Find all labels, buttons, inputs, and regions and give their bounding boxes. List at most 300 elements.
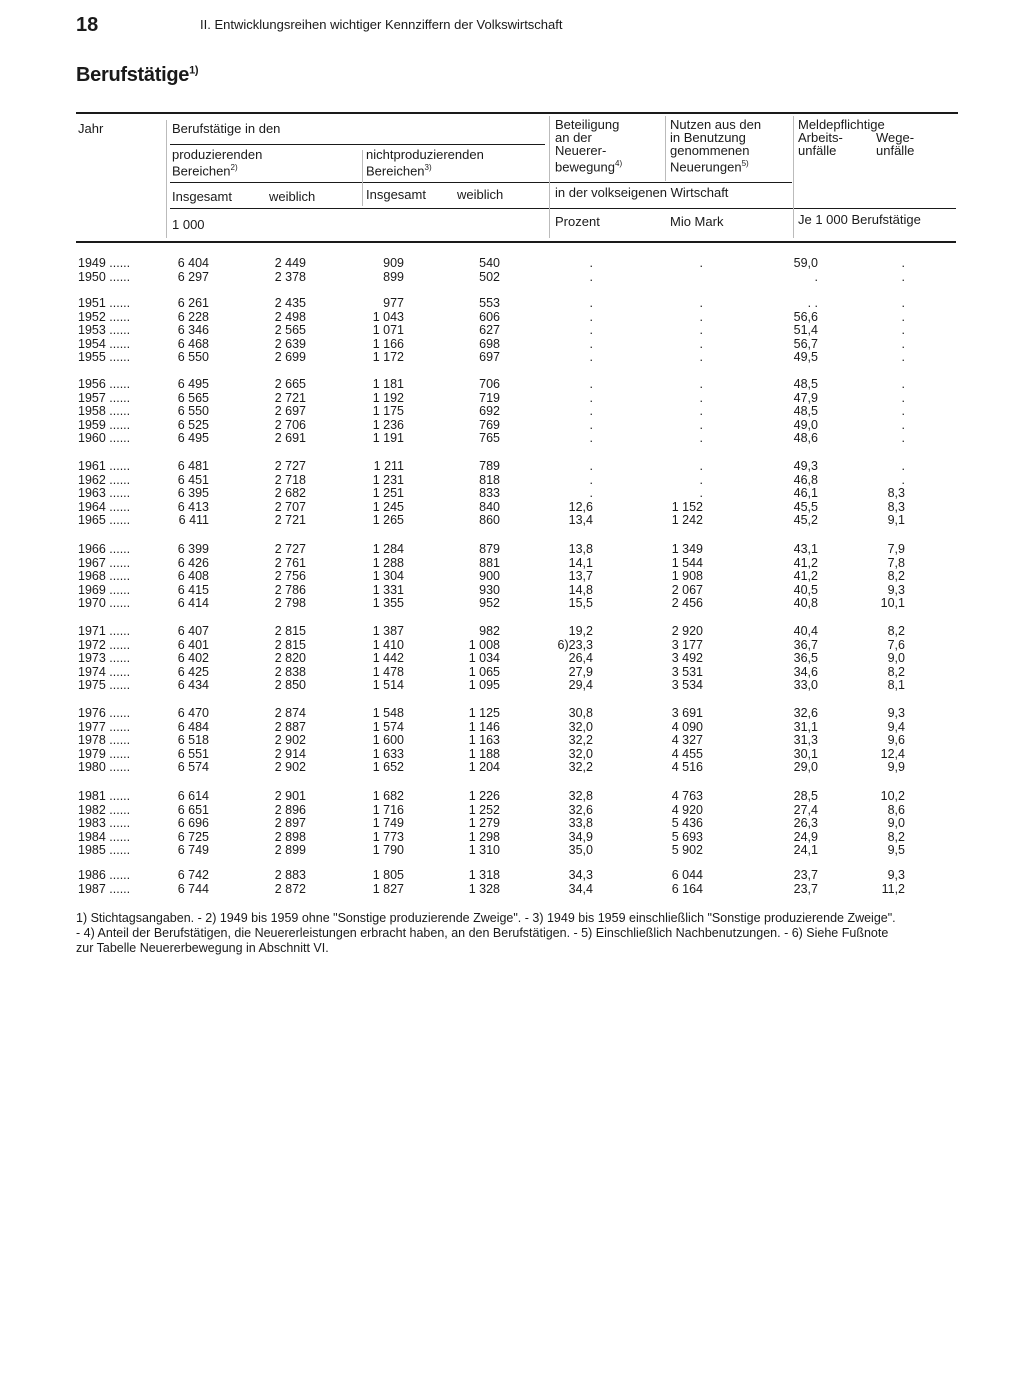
table-cell-nicht-insgesamt: 899 bbox=[383, 269, 404, 284]
table-cell-wegeunfaelle: . bbox=[901, 336, 905, 351]
table-cell-year: 1957 ...... bbox=[78, 390, 131, 405]
table-cell-wegeunfaelle: 8,3 bbox=[887, 499, 905, 514]
table-cell-nicht-weiblich: 1 252 bbox=[468, 802, 500, 817]
table-cell-prod-weiblich: 2 639 bbox=[274, 336, 306, 351]
table-cell-arbeitsunfaelle: 33,0 bbox=[793, 678, 818, 693]
table-cell-prod-insgesamt: 6 696 bbox=[177, 816, 209, 831]
table-cell-nicht-weiblich: 881 bbox=[479, 555, 500, 570]
header-je-1000: Je 1 000 Berufstätige bbox=[798, 212, 921, 227]
table-cell-beteiligung: 26,4 bbox=[568, 651, 593, 666]
table-cell-nutzen: . bbox=[699, 459, 703, 473]
table-cell-nicht-weiblich: 982 bbox=[479, 624, 500, 638]
table-cell-nutzen: 4 327 bbox=[671, 733, 703, 748]
table-cell-nutzen: 4 455 bbox=[671, 746, 703, 761]
table-cell-nicht-insgesamt: 1 331 bbox=[372, 582, 404, 597]
table-cell-nicht-weiblich: 627 bbox=[479, 323, 500, 338]
table-cell-arbeitsunfaelle: 48,5 bbox=[793, 377, 818, 391]
table-cell-wegeunfaelle: 9,3 bbox=[887, 582, 905, 597]
table-cell-nicht-insgesamt: 1 805 bbox=[372, 868, 404, 882]
table-cell-wegeunfaelle: 12,4 bbox=[880, 746, 905, 761]
table-cell-prod-weiblich: 2 850 bbox=[274, 678, 306, 693]
table-cell-beteiligung: . bbox=[589, 309, 593, 324]
table-cell-nicht-weiblich: 860 bbox=[479, 513, 500, 528]
header-wege: Wege- bbox=[876, 130, 915, 145]
table-cell-prod-weiblich: 2 887 bbox=[274, 719, 306, 734]
table-cell-nicht-insgesamt: 1 304 bbox=[372, 569, 404, 584]
table-cell-arbeitsunfaelle: 40,8 bbox=[793, 596, 818, 611]
table-cell-beteiligung: 32,0 bbox=[568, 719, 593, 734]
table-cell-beteiligung: 32,8 bbox=[568, 789, 593, 803]
table-cell-nicht-insgesamt: 1 716 bbox=[372, 802, 404, 817]
table-cell-prod-insgesamt: 6 495 bbox=[177, 377, 209, 391]
table-cell-prod-weiblich: 2 721 bbox=[274, 390, 306, 405]
table-cell-nicht-weiblich: 818 bbox=[479, 472, 500, 487]
table-cell-year: 1982 ...... bbox=[78, 802, 131, 817]
table-cell-nutzen: . bbox=[699, 336, 703, 351]
table-cell-arbeitsunfaelle: 40,4 bbox=[793, 624, 818, 638]
table-cell-prod-insgesamt: 6 614 bbox=[177, 789, 209, 803]
table-cell-wegeunfaelle: . bbox=[901, 431, 905, 446]
table-cell-prod-weiblich: 2 718 bbox=[274, 472, 306, 487]
table-cell-nicht-insgesamt: 1 172 bbox=[372, 350, 404, 365]
table-cell-prod-insgesamt: 6 550 bbox=[177, 404, 209, 419]
table-cell-prod-insgesamt: 6 414 bbox=[177, 596, 209, 611]
table-cell-wegeunfaelle: 9,3 bbox=[887, 706, 905, 720]
table-cell-nicht-insgesamt: 1 265 bbox=[372, 513, 404, 528]
table-cell-prod-insgesamt: 6 395 bbox=[177, 486, 209, 501]
table-cell-nicht-insgesamt: 1 043 bbox=[372, 309, 404, 324]
table-cell-arbeitsunfaelle: 49,3 bbox=[793, 459, 818, 473]
table-cell-nicht-weiblich: 698 bbox=[479, 336, 500, 351]
table-cell-nicht-weiblich: 930 bbox=[479, 582, 500, 597]
header-rule-3 bbox=[170, 208, 956, 209]
header-unfaelle-wege: unfälle bbox=[876, 143, 915, 158]
table-cell-arbeitsunfaelle: 31,1 bbox=[793, 719, 818, 734]
table-cell-year: 1986 ...... bbox=[78, 868, 131, 882]
header-arbeits: Arbeits- bbox=[798, 130, 843, 145]
table-cell-year: 1961 ...... bbox=[78, 459, 131, 473]
table-cell-wegeunfaelle: . bbox=[901, 377, 905, 391]
table-cell-prod-insgesamt: 6 297 bbox=[177, 269, 209, 284]
table-cell-nicht-weiblich: 789 bbox=[479, 459, 500, 473]
header-beteiligung-4 bbox=[555, 157, 622, 174]
table-cell-beteiligung: . bbox=[589, 377, 593, 391]
table-cell-prod-weiblich: 2 761 bbox=[274, 555, 306, 570]
table-cell-wegeunfaelle: . bbox=[901, 296, 905, 310]
table-body-rule bbox=[76, 241, 956, 243]
table-cell-wegeunfaelle: 9,0 bbox=[887, 816, 905, 831]
table-cell-wegeunfaelle: 7,8 bbox=[887, 555, 905, 570]
table-cell-beteiligung: . bbox=[589, 350, 593, 365]
table-cell-beteiligung: 27,9 bbox=[568, 664, 593, 679]
table-cell-beteiligung: . bbox=[589, 323, 593, 338]
table-cell-nicht-insgesamt: 1 478 bbox=[372, 664, 404, 679]
table-cell-wegeunfaelle: 8,2 bbox=[887, 624, 905, 638]
table-cell-nicht-insgesamt: 1 288 bbox=[372, 555, 404, 570]
table-cell-arbeitsunfaelle: 40,5 bbox=[793, 582, 818, 597]
table-cell-year: 1976 ...... bbox=[78, 706, 131, 720]
table-cell-wegeunfaelle: 9,3 bbox=[887, 868, 905, 882]
table-cell-beteiligung: 13,8 bbox=[568, 542, 593, 556]
table-cell-nutzen: 3 691 bbox=[671, 706, 703, 720]
table-cell-prod-weiblich: 2 565 bbox=[274, 323, 306, 338]
table-cell-prod-insgesamt: 6 425 bbox=[177, 664, 209, 679]
table-cell-nutzen: . bbox=[699, 472, 703, 487]
table-cell-nutzen: . bbox=[699, 256, 703, 270]
header-meldepflichtige: Meldepflichtige bbox=[798, 117, 885, 132]
table-cell-year: 1950 ...... bbox=[78, 269, 131, 284]
header-weiblich-nicht: weiblich bbox=[457, 187, 504, 202]
table-cell-year: 1966 ...... bbox=[78, 542, 131, 556]
page-title bbox=[76, 64, 198, 87]
table-cell-prod-weiblich: 2 665 bbox=[274, 377, 306, 391]
table-cell-beteiligung: 32,6 bbox=[568, 802, 593, 817]
table-cell-prod-weiblich: 2 786 bbox=[274, 582, 306, 597]
table-cell-prod-insgesamt: 6 481 bbox=[177, 459, 209, 473]
table-cell-nicht-weiblich: 1 226 bbox=[468, 789, 500, 803]
table-cell-year: 1949 ...... bbox=[78, 256, 131, 270]
table-cell-nutzen: 3 534 bbox=[671, 678, 703, 693]
table-cell-arbeitsunfaelle: 45,2 bbox=[793, 513, 818, 528]
table-cell-nicht-insgesamt: 1 071 bbox=[372, 323, 404, 338]
table-cell-wegeunfaelle: . bbox=[901, 459, 905, 473]
table-cell-year: 1958 ...... bbox=[78, 404, 131, 419]
table-cell-arbeitsunfaelle: 48,5 bbox=[793, 404, 818, 419]
table-cell-wegeunfaelle: 8,6 bbox=[887, 802, 905, 817]
column-divider-jahr bbox=[166, 120, 167, 238]
table-cell-nicht-insgesamt: 1 284 bbox=[372, 542, 404, 556]
header-rule-2 bbox=[170, 182, 792, 183]
table-cell-nicht-weiblich: 833 bbox=[479, 486, 500, 501]
table-cell-beteiligung: . bbox=[589, 417, 593, 432]
table-cell-nicht-weiblich: 900 bbox=[479, 569, 500, 584]
table-cell-year: 1975 ...... bbox=[78, 678, 131, 693]
table-cell-wegeunfaelle: 9,0 bbox=[887, 651, 905, 666]
table-cell-prod-weiblich: 2 914 bbox=[274, 746, 306, 761]
table-cell-year: 1962 ...... bbox=[78, 472, 131, 487]
table-cell-arbeitsunfaelle: 23,7 bbox=[793, 881, 818, 896]
table-cell-wegeunfaelle: . bbox=[901, 417, 905, 432]
table-cell-arbeitsunfaelle: 46,1 bbox=[793, 486, 818, 501]
table-cell-arbeitsunfaelle: 51,4 bbox=[793, 323, 818, 338]
table-cell-arbeitsunfaelle: 49,0 bbox=[793, 417, 818, 432]
table-cell-arbeitsunfaelle: 46,8 bbox=[793, 472, 818, 487]
table-cell-nutzen: 5 902 bbox=[671, 843, 703, 858]
table-cell-prod-weiblich: 2 874 bbox=[274, 706, 306, 720]
table-cell-nicht-insgesamt: 1 245 bbox=[372, 499, 404, 514]
table-cell-prod-weiblich: 2 798 bbox=[274, 596, 306, 611]
table-cell-prod-weiblich: 2 699 bbox=[274, 350, 306, 365]
table-cell-nutzen: . bbox=[699, 350, 703, 365]
header-nutzen-3: genommenen bbox=[670, 143, 750, 158]
table-cell-nicht-weiblich: 540 bbox=[479, 256, 500, 270]
table-cell-nutzen: . bbox=[699, 431, 703, 446]
table-cell-wegeunfaelle: . bbox=[901, 309, 905, 324]
table-cell-prod-insgesamt: 6 725 bbox=[177, 829, 209, 844]
table-cell-beteiligung: . bbox=[589, 486, 593, 501]
table-cell-nutzen: 1 242 bbox=[671, 513, 703, 528]
table-cell-arbeitsunfaelle: 49,5 bbox=[793, 350, 818, 365]
table-cell-prod-weiblich: 2 435 bbox=[274, 296, 306, 310]
table-cell-beteiligung: . bbox=[589, 472, 593, 487]
header-weiblich-prod: weiblich bbox=[269, 189, 316, 204]
header-mio-mark: Mio Mark bbox=[670, 214, 724, 229]
table-cell-nutzen: 4 516 bbox=[671, 760, 703, 775]
table-cell-prod-weiblich: 2 756 bbox=[274, 569, 306, 584]
table-cell-nutzen: . bbox=[699, 309, 703, 324]
table-cell-wegeunfaelle: 9,9 bbox=[887, 760, 905, 775]
table-cell-wegeunfaelle: 7,9 bbox=[887, 542, 905, 556]
table-cell-year: 1967 ...... bbox=[78, 555, 131, 570]
table-cell-prod-insgesamt: 6 468 bbox=[177, 336, 209, 351]
column-divider-prod bbox=[362, 150, 363, 206]
table-cell-nicht-insgesamt: 1 251 bbox=[372, 486, 404, 501]
table-cell-year: 1983 ...... bbox=[78, 816, 131, 831]
table-cell-beteiligung: 12,6 bbox=[568, 499, 593, 514]
table-cell-year: 1954 ...... bbox=[78, 336, 131, 351]
table-cell-prod-insgesamt: 6 518 bbox=[177, 733, 209, 748]
table-cell-arbeitsunfaelle: 59,0 bbox=[793, 256, 818, 270]
table-cell-nicht-weiblich: 1 318 bbox=[468, 868, 500, 882]
table-cell-nicht-weiblich: 1 310 bbox=[468, 843, 500, 858]
table-cell-year: 1972 ...... bbox=[78, 637, 131, 652]
header-nichtproduzierenden: nichtproduzierenden bbox=[366, 147, 484, 162]
table-cell-wegeunfaelle: 9,6 bbox=[887, 733, 905, 748]
table-cell-nicht-insgesamt: 1 749 bbox=[372, 816, 404, 831]
table-cell-nicht-weiblich: 1 163 bbox=[468, 733, 500, 748]
table-cell-prod-weiblich: 2 697 bbox=[274, 404, 306, 419]
table-cell-nutzen: . bbox=[699, 296, 703, 310]
table-cell-wegeunfaelle: 8,2 bbox=[887, 569, 905, 584]
column-divider-melde bbox=[793, 116, 794, 238]
table-cell-year: 1963 ...... bbox=[78, 486, 131, 501]
table-cell-prod-insgesamt: 6 408 bbox=[177, 569, 209, 584]
table-cell-prod-weiblich: 2 902 bbox=[274, 733, 306, 748]
table-cell-year: 1984 ...... bbox=[78, 829, 131, 844]
table-cell-prod-weiblich: 2 883 bbox=[274, 868, 306, 882]
table-cell-nicht-insgesamt: 1 236 bbox=[372, 417, 404, 432]
table-cell-arbeitsunfaelle: 23,7 bbox=[793, 868, 818, 882]
table-cell-year: 1978 ...... bbox=[78, 733, 131, 748]
table-cell-nicht-weiblich: 1 298 bbox=[468, 829, 500, 844]
table-cell-prod-weiblich: 2 898 bbox=[274, 829, 306, 844]
table-cell-wegeunfaelle: . bbox=[901, 472, 905, 487]
table-cell-beteiligung: . bbox=[589, 404, 593, 419]
table-cell-wegeunfaelle: . bbox=[901, 350, 905, 365]
table-cell-prod-insgesamt: 6 411 bbox=[178, 513, 209, 528]
table-cell-nicht-weiblich: 1 065 bbox=[468, 664, 500, 679]
table-cell-year: 1955 ...... bbox=[78, 350, 131, 365]
table-cell-prod-insgesamt: 6 525 bbox=[177, 417, 209, 432]
table-cell-wegeunfaelle: 10,2 bbox=[880, 789, 905, 803]
table-cell-prod-insgesamt: 6 261 bbox=[177, 296, 209, 310]
table-cell-year: 1951 ...... bbox=[78, 296, 131, 310]
table-cell-nutzen: 1 349 bbox=[671, 542, 703, 556]
table-cell-year: 1973 ...... bbox=[78, 651, 131, 666]
table-cell-nicht-weiblich: 879 bbox=[479, 542, 500, 556]
table-cell-nicht-weiblich: 952 bbox=[479, 596, 500, 611]
table-cell-beteiligung: . bbox=[589, 431, 593, 446]
table-cell-arbeitsunfaelle: 45,5 bbox=[793, 499, 818, 514]
table-cell-beteiligung: 14,1 bbox=[568, 555, 593, 570]
table-cell-prod-weiblich: 2 820 bbox=[274, 651, 306, 666]
table-cell-year: 1969 ...... bbox=[78, 582, 131, 597]
title-text: Berufstätige bbox=[76, 64, 190, 86]
table-cell-wegeunfaelle: 8,2 bbox=[887, 829, 905, 844]
table-cell-year: 1981 ...... bbox=[78, 789, 131, 803]
table-cell-wegeunfaelle: 8,3 bbox=[887, 486, 905, 501]
table-cell-prod-weiblich: 2 498 bbox=[274, 309, 306, 324]
table-cell-arbeitsunfaelle: 26,3 bbox=[793, 816, 818, 831]
table-cell-arbeitsunfaelle: . . bbox=[807, 296, 818, 310]
table-cell-nicht-insgesamt: 1 600 bbox=[372, 733, 404, 748]
table-cell-nicht-insgesamt: 1 191 bbox=[372, 431, 404, 446]
table-cell-wegeunfaelle: 8,1 bbox=[887, 678, 905, 693]
table-cell-nutzen: . bbox=[699, 390, 703, 405]
table-cell-prod-insgesamt: 6 407 bbox=[177, 624, 209, 638]
table-cell-prod-insgesamt: 6 434 bbox=[177, 678, 209, 693]
table-cell-year: 1964 ...... bbox=[78, 499, 131, 514]
table-cell-nicht-insgesamt: 1 192 bbox=[372, 390, 404, 405]
table-cell-nicht-insgesamt: 1 652 bbox=[372, 760, 404, 775]
table-cell-arbeitsunfaelle: 36,7 bbox=[793, 637, 818, 652]
table-cell-beteiligung: 29,4 bbox=[568, 678, 593, 693]
header-beteiligung-4-text: bewegung bbox=[555, 159, 615, 175]
table-cell-prod-insgesamt: 6 742 bbox=[177, 868, 209, 882]
table-cell-nutzen: 3 492 bbox=[671, 651, 703, 666]
table-cell-prod-insgesamt: 6 413 bbox=[177, 499, 209, 514]
table-cell-nutzen: 1 152 bbox=[671, 499, 703, 514]
table-cell-nutzen: 4 090 bbox=[671, 719, 703, 734]
table-cell-year: 1985 ...... bbox=[78, 843, 131, 858]
table-cell-beteiligung: 19,2 bbox=[568, 624, 593, 638]
header-bereichen-prod bbox=[172, 161, 238, 178]
table-cell-year: 1970 ...... bbox=[78, 596, 131, 611]
footnote-line-1: 1) Stichtagsangaben. - 2) 1949 bis 1959 ohne "Sonstige produzierende Zweige". - 3) 1949 bis 1959 einschließlich "Sonstige produzierende Zweige". bbox=[76, 911, 896, 925]
header-rule-1 bbox=[170, 144, 545, 145]
table-cell-arbeitsunfaelle: 27,4 bbox=[793, 802, 818, 817]
table-cell-nicht-insgesamt: 1 355 bbox=[372, 596, 404, 611]
table-cell-prod-weiblich: 2 815 bbox=[274, 624, 306, 638]
table-cell-nicht-weiblich: 502 bbox=[479, 269, 500, 284]
table-cell-beteiligung: . bbox=[589, 296, 593, 310]
table-cell-nutzen: 2 067 bbox=[671, 582, 703, 597]
table-cell-nicht-weiblich: 1 034 bbox=[468, 651, 500, 666]
table-cell-beteiligung: 30,8 bbox=[568, 706, 593, 720]
table-cell-beteiligung: . bbox=[589, 256, 593, 270]
table-cell-nicht-weiblich: 553 bbox=[479, 296, 500, 310]
table-cell-prod-insgesamt: 6 402 bbox=[177, 651, 209, 666]
table-cell-nutzen: 6 044 bbox=[671, 868, 703, 882]
table-cell-arbeitsunfaelle: 24,1 bbox=[793, 843, 818, 858]
table-cell-prod-insgesamt: 6 565 bbox=[177, 390, 209, 405]
table-cell-beteiligung: 34,9 bbox=[568, 829, 593, 844]
header-nutzen-1: Nutzen aus den bbox=[670, 117, 762, 132]
table-cell-arbeitsunfaelle: 32,6 bbox=[793, 706, 818, 720]
table-cell-wegeunfaelle: . bbox=[901, 323, 905, 338]
table-cell-beteiligung: 32,0 bbox=[568, 746, 593, 761]
table-cell-prod-insgesamt: 6 551 bbox=[177, 746, 209, 761]
table-cell-nutzen: 5 693 bbox=[671, 829, 703, 844]
table-cell-beteiligung: . bbox=[589, 336, 593, 351]
table-cell-arbeitsunfaelle: 41,2 bbox=[793, 569, 818, 584]
table-cell-nicht-weiblich: 1 328 bbox=[468, 881, 500, 896]
header-nutzen-2: in Benutzung bbox=[670, 130, 746, 145]
table-cell-year: 1980 ...... bbox=[78, 760, 131, 775]
table-cell-prod-insgesamt: 6 744 bbox=[177, 881, 209, 896]
table-cell-prod-weiblich: 2 815 bbox=[274, 637, 306, 652]
table-cell-nutzen: 6 164 bbox=[671, 881, 703, 896]
table-cell-prod-weiblich: 2 691 bbox=[274, 431, 306, 446]
table-cell-year: 1960 ...... bbox=[78, 431, 131, 446]
table-cell-prod-weiblich: 2 899 bbox=[274, 843, 306, 858]
table-cell-nutzen: . bbox=[699, 377, 703, 391]
table-cell-wegeunfaelle: . bbox=[901, 269, 905, 284]
header-insgesamt-prod: Insgesamt bbox=[172, 189, 232, 204]
table-cell-arbeitsunfaelle: 28,5 bbox=[793, 789, 818, 803]
table-cell-beteiligung: 13,7 bbox=[568, 569, 593, 584]
table-cell-arbeitsunfaelle: 43,1 bbox=[793, 542, 818, 556]
table-cell-nicht-weiblich: 692 bbox=[479, 404, 500, 419]
table-cell-nutzen: 3 177 bbox=[671, 637, 703, 652]
table-cell-arbeitsunfaelle: 48,6 bbox=[793, 431, 818, 446]
header-volkseigen: in der volkseigenen Wirtschaft bbox=[555, 185, 729, 200]
table-cell-wegeunfaelle: 10,1 bbox=[880, 596, 905, 611]
table-cell-nicht-weiblich: 606 bbox=[479, 309, 500, 324]
table-cell-nicht-insgesamt: 1 790 bbox=[372, 843, 404, 858]
table-cell-nicht-weiblich: 1 095 bbox=[468, 678, 500, 693]
table-cell-nicht-weiblich: 769 bbox=[479, 417, 500, 432]
table-cell-beteiligung: . bbox=[589, 390, 593, 405]
column-divider-nutzen bbox=[665, 116, 666, 181]
table-cell-arbeitsunfaelle: 24,9 bbox=[793, 829, 818, 844]
header-unfaelle-arbeits: unfälle bbox=[798, 143, 837, 158]
table-cell-beteiligung: 15,5 bbox=[568, 596, 593, 611]
table-cell-nutzen: . bbox=[699, 486, 703, 501]
table-cell-year: 1968 ...... bbox=[78, 569, 131, 584]
table-cell-arbeitsunfaelle: 29,0 bbox=[793, 760, 818, 775]
header-nutzen-4 bbox=[670, 157, 749, 174]
table-cell-prod-weiblich: 2 378 bbox=[274, 269, 306, 284]
table-cell-prod-insgesamt: 6 346 bbox=[177, 323, 209, 338]
table-cell-nicht-insgesamt: 1 231 bbox=[372, 472, 404, 487]
header-beteiligung-sup: 4) bbox=[615, 159, 623, 168]
column-divider-beteiligung bbox=[549, 116, 550, 238]
table-cell-nicht-insgesamt: 1 548 bbox=[372, 706, 404, 720]
table-cell-nicht-weiblich: 1 188 bbox=[468, 746, 500, 761]
table-cell-wegeunfaelle: 9,1 bbox=[887, 513, 905, 528]
header-bereichen-nicht-text: Bereichen bbox=[366, 163, 425, 179]
table-cell-prod-insgesamt: 6 651 bbox=[177, 802, 209, 817]
header-beteiligung-3: Neuerer- bbox=[555, 143, 607, 158]
table-cell-prod-weiblich: 2 682 bbox=[274, 486, 306, 501]
table-cell-wegeunfaelle: . bbox=[901, 404, 905, 419]
table-cell-wegeunfaelle: 11,2 bbox=[881, 881, 905, 896]
header-jahr: Jahr bbox=[78, 121, 104, 136]
table-cell-nicht-insgesamt: 1 442 bbox=[372, 651, 404, 666]
table-cell-nutzen: 2 920 bbox=[671, 624, 703, 638]
title-footnote-ref: 1) bbox=[189, 64, 199, 77]
table-cell-arbeitsunfaelle: 30,1 bbox=[793, 746, 818, 761]
table-cell-nicht-weiblich: 706 bbox=[479, 377, 500, 391]
table-cell-beteiligung: 14,8 bbox=[568, 582, 593, 597]
table-cell-nicht-insgesamt: 1 166 bbox=[372, 336, 404, 351]
table-cell-prod-weiblich: 2 449 bbox=[274, 256, 306, 270]
table-cell-prod-insgesamt: 6 426 bbox=[177, 555, 209, 570]
table-cell-arbeitsunfaelle: 41,2 bbox=[793, 555, 818, 570]
table-cell-nicht-insgesamt: 1 827 bbox=[372, 881, 404, 896]
table-cell-nutzen: 4 763 bbox=[671, 789, 703, 803]
